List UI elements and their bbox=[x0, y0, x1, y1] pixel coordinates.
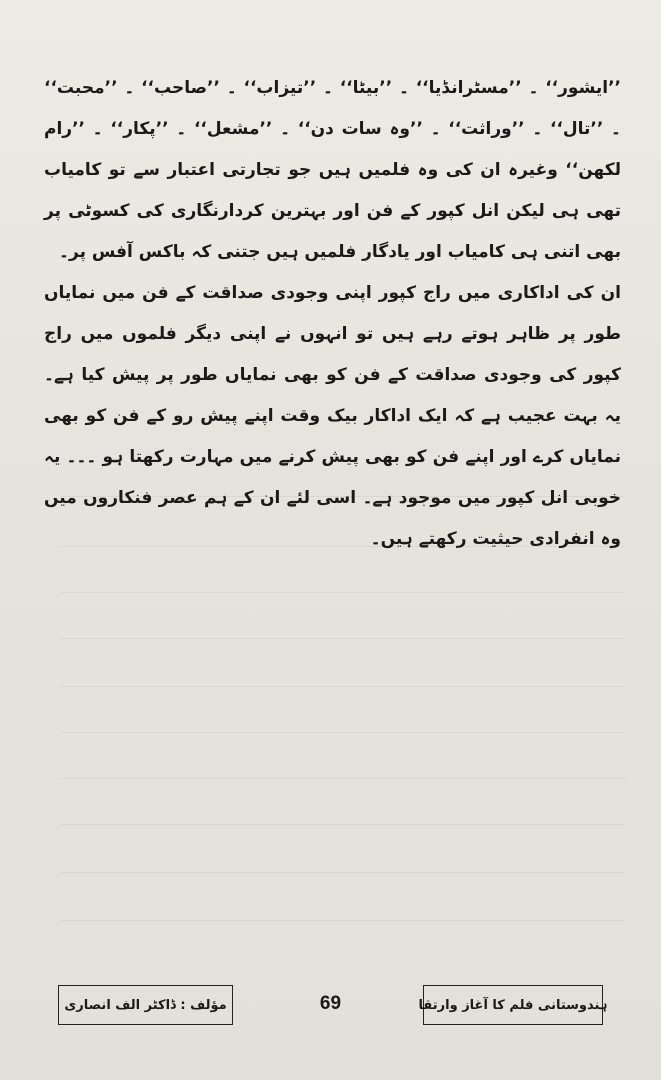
show-through-line bbox=[60, 660, 625, 687]
show-through-line bbox=[60, 894, 625, 921]
show-through-line bbox=[60, 612, 625, 639]
show-through-line bbox=[60, 846, 625, 873]
show-through-line bbox=[60, 706, 625, 733]
page-number: 69 bbox=[319, 993, 342, 1014]
show-through-line bbox=[60, 566, 625, 593]
page-footer bbox=[58, 985, 608, 1027]
author-label: مؤلف : ڈاکٹر الف انصاری bbox=[64, 997, 227, 1013]
paragraph: ’’ایشور‘‘ ۔ ’’مسٹرانڈیا‘‘ ۔ ’’بیٹا‘‘ ۔ ’’تیزاب‘‘ ۔ ’’صاحب‘‘ ۔ ’’محبت‘‘ ۔ ’’تال‘‘ ۔ ’’وراثت‘‘ ۔ ’’وہ سات دن‘‘ ۔ ’’مشعل‘‘ ۔ ’’پکار‘‘ ۔ ’’رام لکھن‘‘ وغیرہ ان کی وہ فلمیں ہیں جو تجارتی اعتبار سے تو کامیاب تھی ہی لیکن انل کپور کے فن اور بہترین کردارنگاری کی کسوٹی پر بھی اتنی ہی کامیاب اور یادگار فلمیں ہیں جتنی کہ باکس آفس پر۔ bbox=[44, 78, 621, 262]
show-through-line bbox=[60, 798, 625, 825]
author-box bbox=[58, 985, 233, 1025]
show-through-line bbox=[60, 752, 625, 779]
book-title-box bbox=[418, 985, 608, 1025]
body-text bbox=[44, 68, 621, 560]
paragraph: ان کی اداکاری میں راج کپور اپنی وجودی صداقت کے فن میں نمایاں طور پر ظاہر ہوتے رہے ہیں تو انہوں نے اپنی دیگر فلموں میں راج کپور کی وجودی صداقت کے فن کو بھی نمایاں طور پر پیش کیا ہے۔ یہ بہت عجیب ہے کہ ایک اداکار بیک وقت اپنے پیش رو کے فن کو بھی نمایاں کرے اور اپنے فن کو بھی پیش کرنے میں مہارت رکھتا ہو ۔۔۔ یہ خوبی انل کپور میں موجود ہے۔ اسی لئے ان کے ہم عصر فنکاروں میں وہ انفرادی حیثیت رکھتے ہیں۔ bbox=[44, 283, 621, 549]
book-title-label: ہندوستانی فلم کا آغاز وارتقا bbox=[418, 997, 608, 1013]
